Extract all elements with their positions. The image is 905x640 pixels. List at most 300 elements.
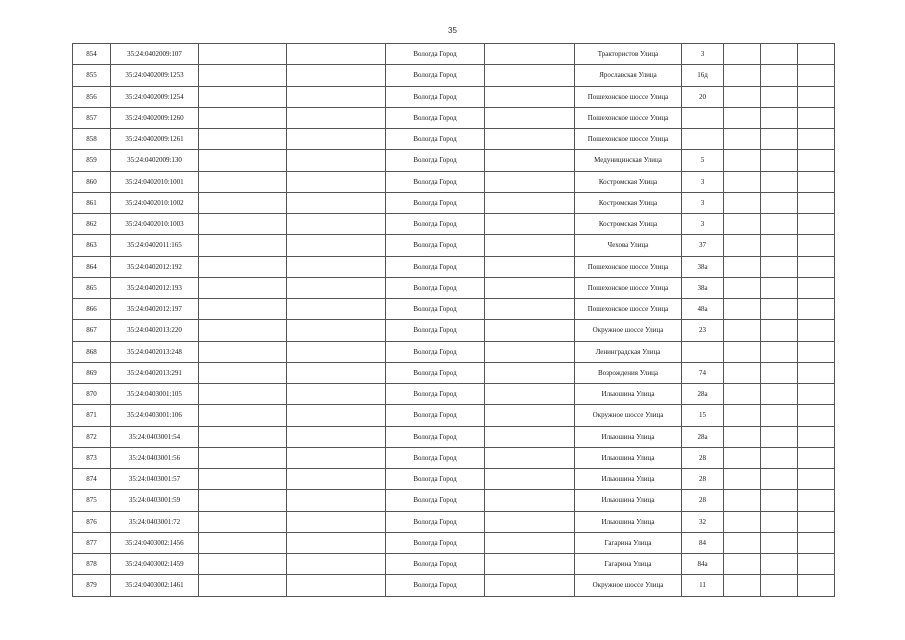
table-row <box>73 277 835 298</box>
empty-cell <box>798 575 835 596</box>
empty-cell <box>724 490 761 511</box>
empty-cell <box>199 299 287 320</box>
empty-cell <box>485 341 575 362</box>
empty-cell <box>287 511 386 532</box>
row-number-cell: 879 <box>73 575 111 596</box>
table-row <box>73 320 835 341</box>
house-number-cell: 37 <box>682 235 724 256</box>
empty-cell <box>798 405 835 426</box>
empty-cell <box>724 341 761 362</box>
street-cell: Ильюшина Улица <box>575 511 682 532</box>
house-number-cell <box>682 129 724 150</box>
empty-cell <box>199 532 287 553</box>
empty-cell <box>199 107 287 128</box>
street-cell: Медуницинская Улица <box>575 150 682 171</box>
empty-cell <box>798 214 835 235</box>
empty-cell <box>287 65 386 86</box>
empty-cell <box>798 171 835 192</box>
empty-cell <box>761 235 798 256</box>
house-number-cell: 3 <box>682 44 724 65</box>
table-row <box>73 214 835 235</box>
settlement-cell: Вологда Город <box>386 469 485 490</box>
empty-cell <box>287 277 386 298</box>
empty-cell <box>724 405 761 426</box>
empty-cell <box>798 320 835 341</box>
house-number-cell: 28 <box>682 469 724 490</box>
empty-cell <box>199 235 287 256</box>
empty-cell <box>761 575 798 596</box>
table-row <box>73 192 835 213</box>
table-row <box>73 235 835 256</box>
street-cell: Ленинградская Улица <box>575 341 682 362</box>
street-cell: Ярославская Улица <box>575 65 682 86</box>
settlement-cell: Вологда Город <box>386 490 485 511</box>
empty-cell <box>485 299 575 320</box>
empty-cell <box>724 554 761 575</box>
street-cell: Окружное шоссе Улица <box>575 575 682 596</box>
empty-cell <box>724 299 761 320</box>
empty-cell <box>287 86 386 107</box>
row-number-cell: 854 <box>73 44 111 65</box>
house-number-cell: 48а <box>682 299 724 320</box>
street-cell: Трактористов Улица <box>575 44 682 65</box>
empty-cell <box>287 192 386 213</box>
house-number-cell: 28 <box>682 490 724 511</box>
empty-cell <box>199 511 287 532</box>
empty-cell <box>761 554 798 575</box>
empty-cell <box>199 469 287 490</box>
empty-cell <box>199 65 287 86</box>
table-row <box>73 299 835 320</box>
cadastral-number-cell: 35:24:0402012:192 <box>111 256 199 277</box>
empty-cell <box>199 405 287 426</box>
empty-cell <box>798 192 835 213</box>
empty-cell <box>761 490 798 511</box>
empty-cell <box>485 277 575 298</box>
row-number-cell: 860 <box>73 171 111 192</box>
cadastral-number-cell: 35:24:0402009:1254 <box>111 86 199 107</box>
empty-cell <box>798 150 835 171</box>
house-number-cell: 32 <box>682 511 724 532</box>
empty-cell <box>761 426 798 447</box>
house-number-cell: 38а <box>682 256 724 277</box>
house-number-cell <box>682 341 724 362</box>
row-number-cell: 858 <box>73 129 111 150</box>
street-cell: Пошехонское шоссе Улица <box>575 299 682 320</box>
empty-cell <box>798 469 835 490</box>
empty-cell <box>798 235 835 256</box>
street-cell: Пошехонское шоссе Улица <box>575 256 682 277</box>
cadastral-number-cell: 35:24:0402009:107 <box>111 44 199 65</box>
table-row <box>73 65 835 86</box>
table-row <box>73 362 835 383</box>
empty-cell <box>761 405 798 426</box>
empty-cell <box>199 44 287 65</box>
house-number-cell: 20 <box>682 86 724 107</box>
empty-cell <box>199 490 287 511</box>
empty-cell <box>798 426 835 447</box>
street-cell: Пошехонское шоссе Улица <box>575 86 682 107</box>
empty-cell <box>199 192 287 213</box>
table-row <box>73 44 835 65</box>
empty-cell <box>761 256 798 277</box>
empty-cell <box>199 341 287 362</box>
street-cell: Костромская Улица <box>575 192 682 213</box>
house-number-cell: 84 <box>682 532 724 553</box>
house-number-cell: 28а <box>682 426 724 447</box>
table-row <box>73 384 835 405</box>
empty-cell <box>724 575 761 596</box>
empty-cell <box>761 86 798 107</box>
empty-cell <box>798 86 835 107</box>
empty-cell <box>761 320 798 341</box>
cadastral-number-cell: 35:24:0402010:1001 <box>111 171 199 192</box>
cadastral-number-cell: 35:24:0403002:1459 <box>111 554 199 575</box>
row-number-cell: 867 <box>73 320 111 341</box>
empty-cell <box>724 532 761 553</box>
empty-cell <box>761 65 798 86</box>
settlement-cell: Вологда Город <box>386 277 485 298</box>
street-cell: Гагарина Улица <box>575 532 682 553</box>
empty-cell <box>761 107 798 128</box>
settlement-cell: Вологда Город <box>386 554 485 575</box>
settlement-cell: Вологда Город <box>386 447 485 468</box>
row-number-cell: 876 <box>73 511 111 532</box>
cadastral-number-cell: 35:24:0402010:1003 <box>111 214 199 235</box>
empty-cell <box>761 447 798 468</box>
street-cell: Пошехонское шоссе Улица <box>575 107 682 128</box>
settlement-cell: Вологда Город <box>386 171 485 192</box>
house-number-cell: 3 <box>682 214 724 235</box>
empty-cell <box>485 469 575 490</box>
settlement-cell: Вологда Город <box>386 511 485 532</box>
empty-cell <box>287 362 386 383</box>
empty-cell <box>287 341 386 362</box>
house-number-cell: 16д <box>682 65 724 86</box>
house-number-cell: 5 <box>682 150 724 171</box>
empty-cell <box>798 362 835 383</box>
empty-cell <box>199 320 287 341</box>
empty-cell <box>199 447 287 468</box>
empty-cell <box>287 171 386 192</box>
house-number-cell: 3 <box>682 171 724 192</box>
table-row <box>73 490 835 511</box>
empty-cell <box>798 65 835 86</box>
empty-cell <box>287 575 386 596</box>
street-cell: Гагарина Улица <box>575 554 682 575</box>
row-number-cell: 863 <box>73 235 111 256</box>
empty-cell <box>485 171 575 192</box>
empty-cell <box>485 129 575 150</box>
empty-cell <box>485 86 575 107</box>
empty-cell <box>485 107 575 128</box>
row-number-cell: 864 <box>73 256 111 277</box>
empty-cell <box>798 511 835 532</box>
empty-cell <box>485 405 575 426</box>
empty-cell <box>724 235 761 256</box>
row-number-cell: 872 <box>73 426 111 447</box>
table-row <box>73 256 835 277</box>
row-number-cell: 865 <box>73 277 111 298</box>
street-cell: Ильюшина Улица <box>575 384 682 405</box>
empty-cell <box>287 44 386 65</box>
empty-cell <box>199 150 287 171</box>
page-number: 35 <box>448 26 457 35</box>
house-number-cell: 84а <box>682 554 724 575</box>
row-number-cell: 855 <box>73 65 111 86</box>
house-number-cell: 3 <box>682 192 724 213</box>
house-number-cell <box>682 107 724 128</box>
empty-cell <box>724 320 761 341</box>
empty-cell <box>287 107 386 128</box>
empty-cell <box>724 44 761 65</box>
empty-cell <box>761 171 798 192</box>
table-row <box>73 426 835 447</box>
empty-cell <box>761 469 798 490</box>
settlement-cell: Вологда Город <box>386 107 485 128</box>
cadastral-number-cell: 35:24:0402013:291 <box>111 362 199 383</box>
empty-cell <box>761 44 798 65</box>
row-number-cell: 859 <box>73 150 111 171</box>
empty-cell <box>199 129 287 150</box>
empty-cell <box>199 384 287 405</box>
empty-cell <box>287 405 386 426</box>
empty-cell <box>287 447 386 468</box>
cadastral-number-cell: 35:24:0402012:193 <box>111 277 199 298</box>
empty-cell <box>724 129 761 150</box>
empty-cell <box>199 214 287 235</box>
street-cell: Окружное шоссе Улица <box>575 405 682 426</box>
house-number-cell: 15 <box>682 405 724 426</box>
empty-cell <box>287 384 386 405</box>
street-cell: Ильюшина Улица <box>575 447 682 468</box>
settlement-cell: Вологда Город <box>386 426 485 447</box>
settlement-cell: Вологда Город <box>386 235 485 256</box>
row-number-cell: 873 <box>73 447 111 468</box>
settlement-cell: Вологда Город <box>386 129 485 150</box>
settlement-cell: Вологда Город <box>386 86 485 107</box>
row-number-cell: 857 <box>73 107 111 128</box>
cadastral-number-cell: 35:24:0403002:1456 <box>111 532 199 553</box>
cadastral-number-cell: 35:24:0402013:248 <box>111 341 199 362</box>
empty-cell <box>761 129 798 150</box>
cadastral-number-cell: 35:24:0403001:54 <box>111 426 199 447</box>
cadastral-number-cell: 35:24:0402009:1253 <box>111 65 199 86</box>
empty-cell <box>199 171 287 192</box>
cadastral-number-cell: 35:24:0402009:1260 <box>111 107 199 128</box>
cadastral-number-cell: 35:24:0403001:106 <box>111 405 199 426</box>
empty-cell <box>485 447 575 468</box>
cadastral-number-cell: 35:24:0403002:1461 <box>111 575 199 596</box>
settlement-cell: Вологда Город <box>386 532 485 553</box>
street-cell: Ильюшина Улица <box>575 490 682 511</box>
cadastral-number-cell: 35:24:0403001:72 <box>111 511 199 532</box>
cadastral-number-cell: 35:24:0402010:1002 <box>111 192 199 213</box>
empty-cell <box>485 362 575 383</box>
empty-cell <box>798 384 835 405</box>
empty-cell <box>724 107 761 128</box>
empty-cell <box>485 426 575 447</box>
cadastral-number-cell: 35:24:0402011:165 <box>111 235 199 256</box>
settlement-cell: Вологда Город <box>386 214 485 235</box>
street-cell: Пошехонское шоссе Улица <box>575 277 682 298</box>
table-row <box>73 554 835 575</box>
empty-cell <box>798 447 835 468</box>
empty-cell <box>798 44 835 65</box>
house-number-cell: 74 <box>682 362 724 383</box>
house-number-cell: 11 <box>682 575 724 596</box>
empty-cell <box>724 362 761 383</box>
empty-cell <box>199 426 287 447</box>
house-number-cell: 23 <box>682 320 724 341</box>
empty-cell <box>485 44 575 65</box>
settlement-cell: Вологда Город <box>386 44 485 65</box>
register-table <box>72 43 835 597</box>
empty-cell <box>761 277 798 298</box>
row-number-cell: 856 <box>73 86 111 107</box>
empty-cell <box>287 256 386 277</box>
empty-cell <box>199 256 287 277</box>
empty-cell <box>724 277 761 298</box>
settlement-cell: Вологда Город <box>386 150 485 171</box>
settlement-cell: Вологда Город <box>386 575 485 596</box>
settlement-cell: Вологда Город <box>386 192 485 213</box>
row-number-cell: 874 <box>73 469 111 490</box>
empty-cell <box>761 299 798 320</box>
empty-cell <box>761 532 798 553</box>
empty-cell <box>287 150 386 171</box>
table-row <box>73 129 835 150</box>
street-cell: Ильюшина Улица <box>575 469 682 490</box>
empty-cell <box>287 299 386 320</box>
empty-cell <box>761 362 798 383</box>
settlement-cell: Вологда Город <box>386 384 485 405</box>
settlement-cell: Вологда Город <box>386 405 485 426</box>
table-row <box>73 511 835 532</box>
empty-cell <box>798 277 835 298</box>
empty-cell <box>485 192 575 213</box>
settlement-cell: Вологда Город <box>386 299 485 320</box>
empty-cell <box>199 575 287 596</box>
empty-cell <box>761 214 798 235</box>
empty-cell <box>199 362 287 383</box>
empty-cell <box>287 490 386 511</box>
empty-cell <box>485 575 575 596</box>
cadastral-number-cell: 35:24:0403001:105 <box>111 384 199 405</box>
row-number-cell: 878 <box>73 554 111 575</box>
table-row <box>73 150 835 171</box>
row-number-cell: 866 <box>73 299 111 320</box>
empty-cell <box>287 214 386 235</box>
empty-cell <box>724 214 761 235</box>
row-number-cell: 871 <box>73 405 111 426</box>
cadastral-number-cell: 35:24:0402009:1261 <box>111 129 199 150</box>
house-number-cell: 38а <box>682 277 724 298</box>
empty-cell <box>287 235 386 256</box>
row-number-cell: 868 <box>73 341 111 362</box>
cadastral-number-cell: 35:24:0402009:130 <box>111 150 199 171</box>
empty-cell <box>724 426 761 447</box>
table-row <box>73 171 835 192</box>
street-cell: Окружное шоссе Улица <box>575 320 682 341</box>
empty-cell <box>485 490 575 511</box>
empty-cell <box>287 129 386 150</box>
street-cell: Возрождения Улица <box>575 362 682 383</box>
house-number-cell: 28 <box>682 447 724 468</box>
empty-cell <box>724 150 761 171</box>
empty-cell <box>798 532 835 553</box>
empty-cell <box>798 299 835 320</box>
row-number-cell: 870 <box>73 384 111 405</box>
empty-cell <box>199 277 287 298</box>
table-row <box>73 469 835 490</box>
empty-cell <box>761 150 798 171</box>
cadastral-number-cell: 35:24:0403001:59 <box>111 490 199 511</box>
row-number-cell: 862 <box>73 214 111 235</box>
settlement-cell: Вологда Город <box>386 320 485 341</box>
settlement-cell: Вологда Город <box>386 341 485 362</box>
empty-cell <box>287 532 386 553</box>
empty-cell <box>798 490 835 511</box>
street-cell: Ильюшина Улица <box>575 426 682 447</box>
table-row <box>73 341 835 362</box>
table-row <box>73 447 835 468</box>
street-cell: Костромская Улица <box>575 214 682 235</box>
empty-cell <box>724 469 761 490</box>
settlement-cell: Вологда Город <box>386 65 485 86</box>
empty-cell <box>724 384 761 405</box>
row-number-cell: 875 <box>73 490 111 511</box>
empty-cell <box>485 235 575 256</box>
empty-cell <box>199 554 287 575</box>
empty-cell <box>485 320 575 341</box>
row-number-cell: 869 <box>73 362 111 383</box>
empty-cell <box>485 532 575 553</box>
street-cell: Чехова Улица <box>575 235 682 256</box>
empty-cell <box>798 341 835 362</box>
cadastral-number-cell: 35:24:0402012:197 <box>111 299 199 320</box>
street-cell: Костромская Улица <box>575 171 682 192</box>
row-number-cell: 877 <box>73 532 111 553</box>
table-row <box>73 107 835 128</box>
empty-cell <box>724 171 761 192</box>
empty-cell <box>724 65 761 86</box>
empty-cell <box>761 341 798 362</box>
empty-cell <box>485 65 575 86</box>
empty-cell <box>287 469 386 490</box>
empty-cell <box>485 511 575 532</box>
empty-cell <box>798 107 835 128</box>
empty-cell <box>199 86 287 107</box>
cadastral-number-cell: 35:24:0402013:220 <box>111 320 199 341</box>
empty-cell <box>798 256 835 277</box>
register-table-body <box>73 44 835 597</box>
table-row <box>73 405 835 426</box>
table-row <box>73 532 835 553</box>
empty-cell <box>724 86 761 107</box>
empty-cell <box>485 214 575 235</box>
empty-cell <box>798 129 835 150</box>
empty-cell <box>798 554 835 575</box>
empty-cell <box>485 256 575 277</box>
empty-cell <box>761 192 798 213</box>
empty-cell <box>287 426 386 447</box>
cadastral-number-cell: 35:24:0403001:57 <box>111 469 199 490</box>
table-row <box>73 86 835 107</box>
empty-cell <box>761 511 798 532</box>
table-row <box>73 575 835 596</box>
empty-cell <box>485 384 575 405</box>
